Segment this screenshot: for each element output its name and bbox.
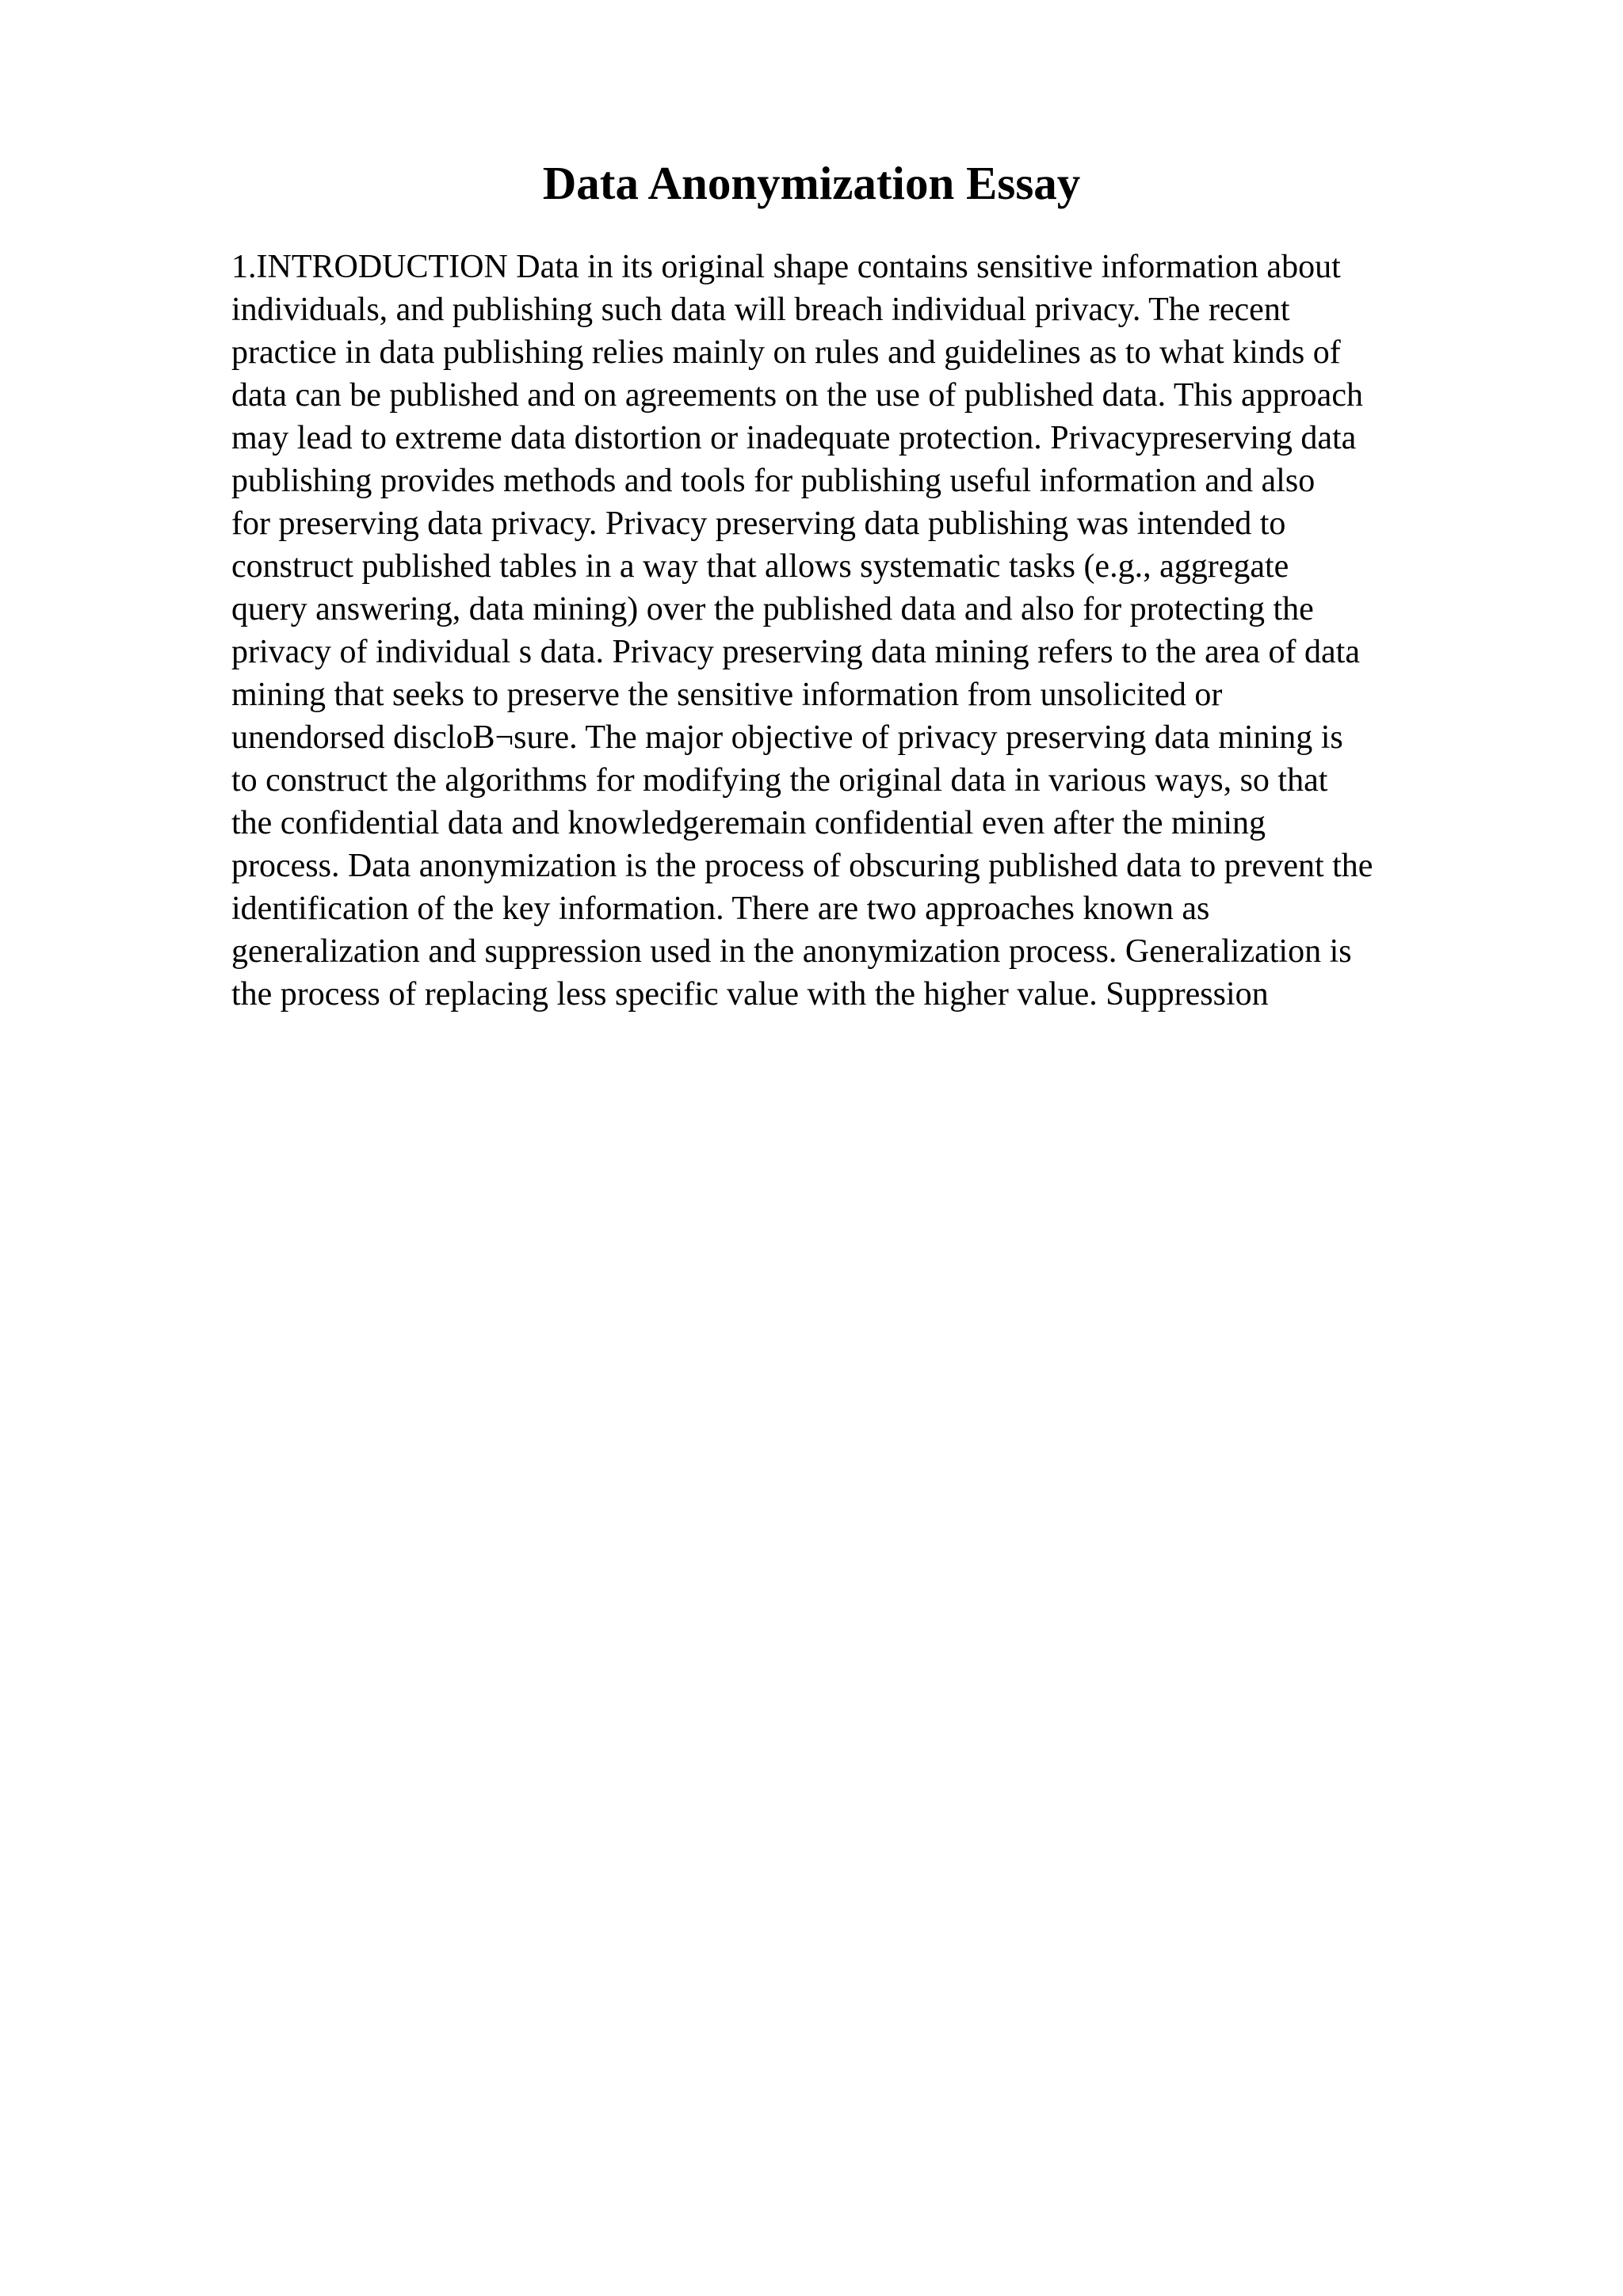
text-line: publishing provides methods and tools for publishing useful information and also [231,463,1316,499]
document-title: Data Anonymization Essay [542,157,1081,209]
text-line: generalization and suppression used in the anonymization process. Generalization is [231,933,1352,970]
text-line: privacy of individual s data. Privacy preserving data mining refers to the area of data [231,634,1360,670]
text-line: identification of the key information. There are two approaches known as [231,891,1210,927]
text-line: data can be published and on agreements on the use of published data. This approach [231,377,1363,414]
text-line: for preserving data privacy. Privacy preserving data publishing was intended to [231,505,1286,542]
essay-body [231,246,1515,1016]
text-line: the process of replacing less specific value with the higher value. Suppression [231,976,1269,1013]
text-line: practice in data publishing relies mainly on rules and guidelines as to what kinds of [231,334,1341,371]
text-line: the confidential data and knowledgeremain confidential even after the mining [231,805,1266,841]
text-line: may lead to extreme data distortion or inadequate protection. Privacypreserving data [231,420,1357,456]
text-line: query answering, data mining) over the published data and also for protecting the [231,591,1314,627]
text-line: process. Data anonymization is the process of obscuring published data to prevent the [231,848,1373,884]
text-line: unendorsed discloB¬sure. The major objective of privacy preserving data mining is [231,719,1343,756]
text-line: 1.INTRODUCTION Data in its original shape contains sensitive information about [231,249,1341,285]
text-line: mining that seeks to preserve the sensitive information from unsolicited or [231,677,1223,713]
text-line: to construct the algorithms for modifying the original data in various ways, so that [231,762,1328,799]
text-line: individuals, and publishing such data will breach individual privacy. The recent [231,292,1290,328]
text-line: construct published tables in a way that allows systematic tasks (e.g., aggregate [231,548,1289,585]
